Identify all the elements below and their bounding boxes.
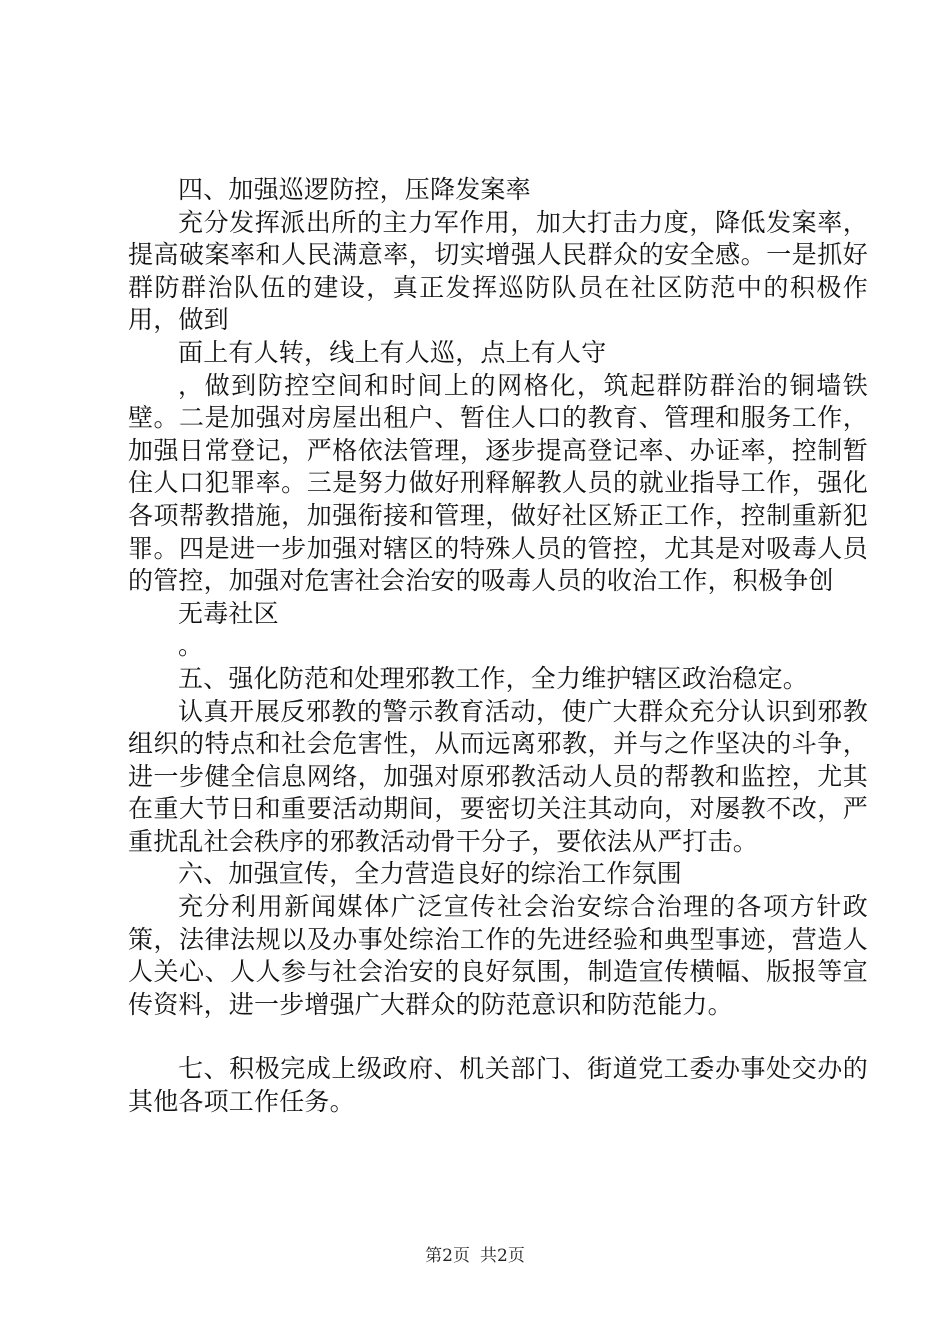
paragraph-anti-cult: 认真开展反邪教的警示教育活动，使广大群众充分认识到邪教组织的特点和社会危害性，从而远离邪教，并与之作坚决的斗争，进一步健全信息网络，加强对原邪教活动人员的帮教和监控，尤其在重大节日和重要活动期间，要密切关注其动向，对屡教不改，严重扰乱社会秩序的邪教活动骨干分子，要依法从严打击。 (128, 696, 868, 856)
page-total: 共2页 (480, 1246, 525, 1266)
paragraph-slogan: 面上有人转，线上有人巡，点上有人守 (178, 337, 607, 367)
section-heading-5: 五、强化防范和处理邪教工作，全力维护辖区政治稳定。 (178, 663, 809, 693)
page-footer (0, 1245, 950, 1267)
paragraph-patrol: 充分发挥派出所的主力军作用，加大打击力度，降低发案率，提高破案率和人民满意率，切实增强人民群众的安全感。一是抓好群防群治队伍的建设，真正发挥巡防队员在社区防范中的积极作用，做到 (128, 207, 868, 335)
section-heading-6: 六、加强宣传，全力营造良好的综治工作氛围 (178, 859, 683, 889)
paragraph-drug-free: 无毒社区 (178, 598, 279, 628)
paragraph-period: 。 (178, 631, 204, 661)
document-body (128, 174, 868, 1119)
page-number: 第2页 (425, 1246, 470, 1266)
section-heading-4: 四、加强巡逻防控，压降发案率 (178, 175, 531, 204)
section-heading-7: 七、积极完成上级政府、机关部门、街道党工委办事处交办的其他各项工作任务。 (128, 1054, 868, 1117)
paragraph-publicity: 充分利用新闻媒体广泛宣传社会治安综合治理的各项方针政策，法律法规以及办事处综治工作的先进经验和典型事迹，营造人人关心、人人参与社会治安的良好氛围，制造宣传横幅、版报等宣传资料，进一步增强广大群众的防范意识和防范能力。 (128, 892, 868, 1019)
paragraph-grid-control: ，做到防控空间和时间上的网格化，筑起群防群治的铜墙铁壁。二是加强对房屋出租户、暂住人口的教育、管理和服务工作，加强日常登记，严格依法管理，逐步提高登记率、办证率，控制暂住人口犯罪率。三是努力做好刑释解教人员的就业指导工作，强化各项帮教措施，加强衔接和管理，做好社区矫正工作，控制重新犯罪。四是进一步加强对辖区的特殊人员的管控，尤其是对吸毒人员的管控，加强对危害社会治安的吸毒人员的收治工作，积极争创 (128, 370, 868, 596)
